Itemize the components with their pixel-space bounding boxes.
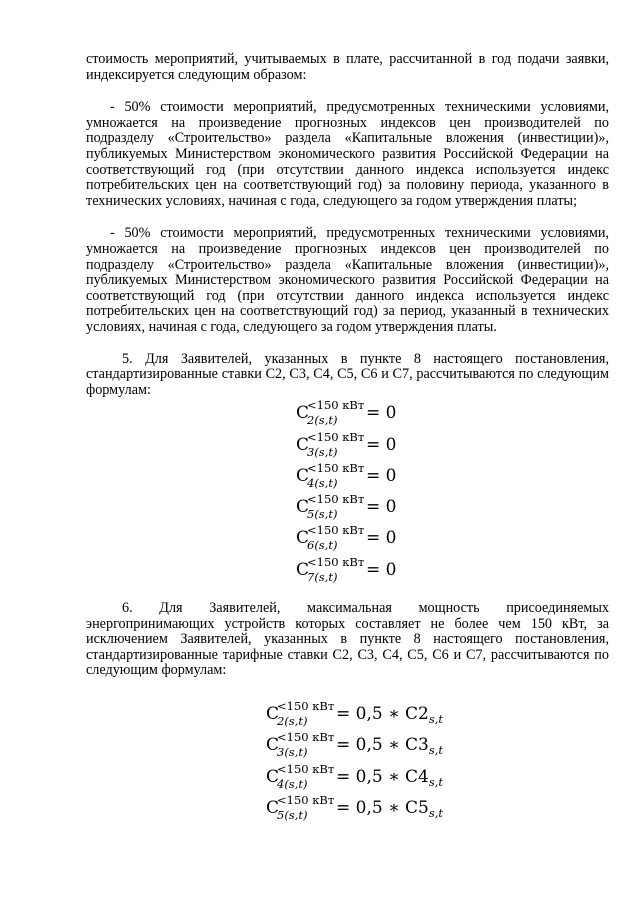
- formula-list-item-6: [86, 699, 609, 824]
- formula-rhs: = 0: [366, 528, 397, 549]
- formula-subscript: 3(s,t): [307, 444, 338, 459]
- formula-superscript: <150 кВт: [277, 730, 335, 745]
- formula-rhs: = 0: [366, 403, 397, 424]
- formula-superscript: <150 кВт: [277, 761, 335, 776]
- formula-c3-item-5: [86, 430, 609, 461]
- formula-subscript: 2(s,t): [277, 714, 308, 729]
- formula-base: С: [296, 528, 310, 549]
- bullet-paragraph-1: - 50% стоимости мероприятий, предусмотренных техническими условиями, умножается на произведение прогнозных индексов цен производителей по подразделу «Строительство» раздела «Капитальные вложения (инвестиции)», публикуемых Министерством экономического развития Российской Федерации на соответствующий год (при отсутствии данного индекса используется индекс потребительских цен на соответствующий год) за половину периода, указанного в технических условиях, начиная с года, следующего за годом утверждения платы;: [86, 99, 609, 209]
- formula-subscript: 5(s,t): [307, 507, 338, 522]
- formula-c4-item-5: [86, 461, 609, 492]
- formula-superscript: <150 кВт: [307, 429, 365, 444]
- item-5-paragraph: 5. Для Заявителей, указанных в пункте 8 настоящего постановления, стандартизированные ставки С2, С3, С4, С5, С6 и С7, рассчитываются по следующим формулам:: [86, 350, 609, 398]
- formula-subscript: 4(s,t): [307, 475, 338, 490]
- formula-c2-item-5: [86, 398, 609, 429]
- formula-superscript: <150 кВт: [277, 792, 335, 807]
- formula-base: С: [296, 497, 310, 518]
- formula-base: С: [266, 704, 280, 725]
- bullet-paragraph-2: - 50% стоимости мероприятий, предусмотренных техническими условиями, умножается на произведение прогнозных индексов цен производителей по подразделу «Строительство» раздела «Капитальные вложения (инвестиции)», публикуемых Министерством экономического развития Российской Федерации на соответствующий год (при отсутствии данного индекса используется индекс потребительских цен на соответствующий год) за период, указанный в технических условиях, начиная с года, следующего за годом утверждения платы.: [86, 225, 609, 335]
- item-6-paragraph: 6. Для Заявителей, максимальная мощность присоединяемых энергопринимающих устройств которых составляет не более чем 150 кВт, за исключением Заявителей, указанных в пункте 8 настоящего постановления, стандартизированные тарифные ставки С2, С3, С4, С5, С6 и С7, рассчитываются по следующим формулам:: [86, 600, 609, 679]
- formula-superscript: <150 кВт: [307, 398, 365, 413]
- formula-rhs: [336, 767, 443, 788]
- formula-c6-item-5: [86, 523, 609, 554]
- formula-rhs-main: = 0,5 ∗ С5: [336, 797, 429, 818]
- formula-superscript: <150 кВт: [307, 492, 365, 507]
- formula-rhs: = 0: [366, 497, 397, 518]
- formula-subscript: 6(s,t): [307, 538, 338, 553]
- formula-c5-item-5: [86, 492, 609, 523]
- intro-paragraph: стоимость мероприятий, учитываемых в плате, рассчитанной в год подачи заявки, индексируется следующим образом:: [86, 51, 609, 83]
- formula-list-item-5: [86, 398, 609, 586]
- formula-base: С: [266, 735, 280, 756]
- formula-base: С: [296, 434, 310, 455]
- formula-rhs-main: = 0,5 ∗ С2: [336, 704, 429, 725]
- formula-rhs: [336, 735, 443, 756]
- formula-rhs: = 0: [366, 465, 397, 486]
- formula-rhs: [336, 704, 443, 725]
- formula-base: С: [296, 403, 310, 424]
- formula-rhs-main: = 0,5 ∗ С4: [336, 766, 429, 787]
- formula-rhs-subscript: s,t: [428, 774, 444, 789]
- formula-subscript: 4(s,t): [277, 776, 308, 791]
- formula-base: С: [296, 465, 310, 486]
- formula-c4-item-6: [86, 762, 609, 793]
- formula-c5-item-6: [86, 793, 609, 824]
- formula-rhs-subscript: s,t: [428, 743, 444, 758]
- formula-base: С: [266, 766, 280, 787]
- formula-superscript: <150 кВт: [277, 699, 335, 714]
- formula-rhs-subscript: s,t: [428, 805, 444, 820]
- formula-rhs: = 0: [366, 434, 397, 455]
- formula-base: С: [266, 797, 280, 818]
- formula-subscript: 7(s,t): [307, 569, 338, 584]
- formula-subscript: 2(s,t): [307, 413, 338, 428]
- formula-superscript: <150 кВт: [307, 460, 365, 475]
- formula-subscript: 3(s,t): [277, 745, 308, 760]
- formula-rhs-subscript: s,t: [428, 712, 444, 727]
- formula-superscript: <150 кВт: [307, 554, 365, 569]
- formula-c7-item-5: [86, 555, 609, 586]
- formula-base: С: [296, 559, 310, 580]
- formula-c3-item-6: [86, 730, 609, 761]
- formula-subscript: 5(s,t): [277, 807, 308, 822]
- formula-c2-item-6: [86, 699, 609, 730]
- formula-rhs-main: = 0,5 ∗ С3: [336, 735, 429, 756]
- formula-rhs: [336, 798, 443, 819]
- formula-superscript: <150 кВт: [307, 523, 365, 538]
- formula-rhs: = 0: [366, 559, 397, 580]
